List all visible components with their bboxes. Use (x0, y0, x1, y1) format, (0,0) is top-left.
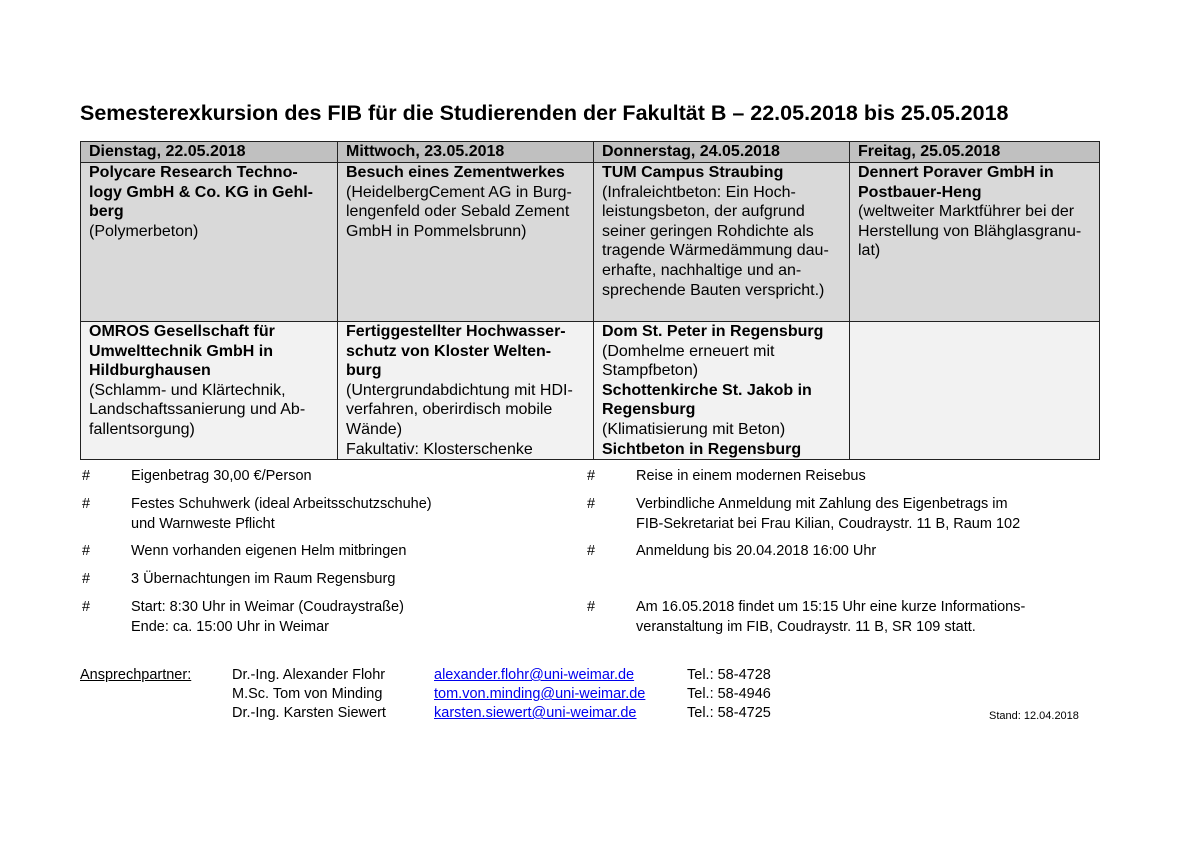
bullet-hash-symbol: # (587, 468, 596, 484)
contact-email-link[interactable]: alexander.flohr@uni-weimar.de (434, 667, 635, 683)
bullet-hash-symbol: # (82, 543, 91, 559)
note-item (636, 598, 1025, 637)
note-item (131, 467, 312, 487)
cell-text-line: Wände) (346, 420, 403, 438)
cell-text-line: Stampfbeton) (602, 362, 699, 380)
table-cell (594, 322, 850, 460)
table-header-row (81, 142, 1100, 163)
cell-heading-line: schutz von Kloster Welten- (346, 342, 552, 360)
cell-heading-line: burg (346, 362, 382, 380)
cell-text-line: lat) (858, 242, 881, 260)
note-line: 3 Übernachtungen im Raum Regensburg (131, 571, 396, 587)
table-cell (81, 163, 338, 322)
contact-email-link[interactable]: karsten.siewert@uni-weimar.de (434, 705, 637, 721)
cell-text-line: Fakultativ: Klosterschenke (346, 440, 533, 458)
contact-name: Dr.-Ing. Karsten Siewert (232, 705, 386, 721)
cell-text-line: Landschaftssanierung und Ab- (89, 401, 306, 419)
day-header: Donnerstag, 24.05.2018 (594, 142, 850, 163)
note-line: Wenn vorhanden eigenen Helm mitbringen (131, 543, 407, 559)
note-item (131, 598, 404, 637)
stand-date: Stand: 12.04.2018 (989, 710, 1079, 722)
table-cell (81, 322, 338, 460)
note-line: Ende: ca. 15:00 Uhr in Weimar (131, 618, 329, 635)
table-cell (338, 322, 594, 460)
note-line: Eigenbetrag 30,00 €/Person (131, 468, 312, 484)
cell-text-line: Herstellung von Blähglasgranu- (858, 222, 1082, 240)
cell-text-line: GmbH in Pommelsbrunn) (346, 222, 527, 240)
contact-phone: Tel.: 58-4946 (687, 686, 771, 702)
note-item (131, 570, 395, 590)
cell-heading-line: TUM Campus Straubing (602, 164, 784, 181)
cell-heading-line: Hildburghausen (89, 362, 211, 380)
cell-text-line: lengenfeld oder Sebald Zement (346, 203, 570, 221)
bullet-hash-symbol: # (82, 571, 91, 587)
cell-text-line: leistungsbeton, der aufgrund (602, 203, 805, 221)
note-line: Reise in einem modernen Reisebus (636, 468, 866, 484)
contact-phone: Tel.: 58-4725 (687, 705, 771, 721)
cell-text-line: fallentsorgung) (89, 420, 195, 438)
table-row (81, 322, 1100, 460)
cell-text-line: (Klimatisierung mit Beton) (602, 420, 786, 438)
cell-text-line: tragende Wärmedämmung dau- (602, 242, 829, 260)
bullet-hash-symbol: # (82, 468, 91, 484)
cell-text-line: erhafte, nachhaltige und an- (602, 261, 802, 279)
cell-heading-line: berg (89, 203, 124, 221)
note-line: und Warnweste Pflicht (131, 515, 275, 532)
bullet-hash-symbol: # (82, 496, 91, 512)
cell-text-line: (HeidelbergCement AG in Burg- (346, 183, 572, 201)
contact-phone: Tel.: 58-4728 (687, 667, 771, 683)
contact-email-link[interactable]: tom.von.minding@uni-weimar.de (434, 686, 646, 702)
table-cell (850, 163, 1100, 322)
note-line: Verbindliche Anmeldung mit Zahlung des Eigenbetrags im (636, 496, 1008, 512)
contact-name: Dr.-Ing. Alexander Flohr (232, 667, 386, 683)
day-header: Mittwoch, 23.05.2018 (338, 142, 594, 163)
note-item (131, 542, 406, 562)
schedule-table (80, 141, 1100, 460)
cell-heading-line: Dennert Poraver GmbH in (858, 164, 1054, 181)
note-item (636, 467, 866, 487)
table-cell (850, 322, 1100, 460)
contact-name: M.Sc. Tom von Minding (232, 686, 383, 702)
contacts-label: Ansprechpartner: (80, 667, 192, 683)
cell-heading-line: Schottenkirche St. Jakob in (602, 381, 812, 399)
cell-text-line: sprechende Bauten verspricht.) (602, 281, 825, 299)
cell-text-line: (Polymerbeton) (89, 222, 199, 240)
note-item (131, 495, 432, 534)
cell-text-line: (Domhelme erneuert mit (602, 342, 775, 360)
cell-text-line: (Infraleichtbeton: Ein Hoch- (602, 183, 796, 201)
bullet-hash-symbol: # (587, 496, 596, 512)
cell-heading-line: Polycare Research Techno- (89, 164, 298, 181)
day-header: Freitag, 25.05.2018 (850, 142, 1100, 163)
cell-heading-line: Fertiggestellter Hochwasser- (346, 323, 566, 340)
note-item (636, 542, 876, 562)
bullet-hash-symbol: # (587, 543, 596, 559)
cell-text-line: verfahren, oberirdisch mobile (346, 401, 553, 419)
cell-text-line: (Untergrundabdichtung mit HDI- (346, 381, 573, 399)
note-line: veranstaltung im FIB, Coudraystr. 11 B, SR 109 statt. (636, 618, 976, 635)
cell-heading-line: Umwelttechnik GmbH in (89, 342, 274, 360)
note-item (636, 495, 1020, 534)
bullet-hash-symbol: # (82, 599, 91, 615)
day-header: Dienstag, 22.05.2018 (81, 142, 338, 163)
cell-heading-line: Postbauer-Heng (858, 183, 982, 201)
cell-text-line: (Schlamm- und Klärtechnik, (89, 381, 286, 399)
cell-heading-line: Besuch eines Zementwerkes (346, 164, 565, 181)
table-cell (594, 163, 850, 322)
cell-heading-line: logy GmbH & Co. KG in Gehl- (89, 183, 313, 201)
bullet-hash-symbol: # (587, 599, 596, 615)
table-cell (338, 163, 594, 322)
document-title: Semesterexkursion des FIB für die Studierenden der Fakultät B – 22.05.2018 bis 25.05.2018 (80, 101, 1009, 125)
note-line: Start: 8:30 Uhr in Weimar (Coudraystraße) (131, 599, 404, 615)
cell-heading-line: Regensburg (602, 401, 696, 419)
cell-heading-line: Dom St. Peter in Regensburg (602, 323, 824, 340)
cell-text-line: (weltweiter Marktführer bei der (858, 203, 1075, 221)
note-line: Festes Schuhwerk (ideal Arbeitsschutzschuhe) (131, 496, 432, 512)
table-row (81, 163, 1100, 322)
cell-heading-line: OMROS Gesellschaft für (89, 323, 275, 340)
note-line: Am 16.05.2018 findet um 15:15 Uhr eine kurze Informations- (636, 599, 1026, 615)
cell-text-line: seiner geringen Rohdichte als (602, 222, 814, 240)
note-line: FIB-Sekretariat bei Frau Kilian, Coudraystr. 11 B, Raum 102 (636, 515, 1021, 532)
cell-heading-line: Sichtbeton in Regensburg (602, 440, 802, 458)
note-line: Anmeldung bis 20.04.2018 16:00 Uhr (636, 543, 877, 559)
